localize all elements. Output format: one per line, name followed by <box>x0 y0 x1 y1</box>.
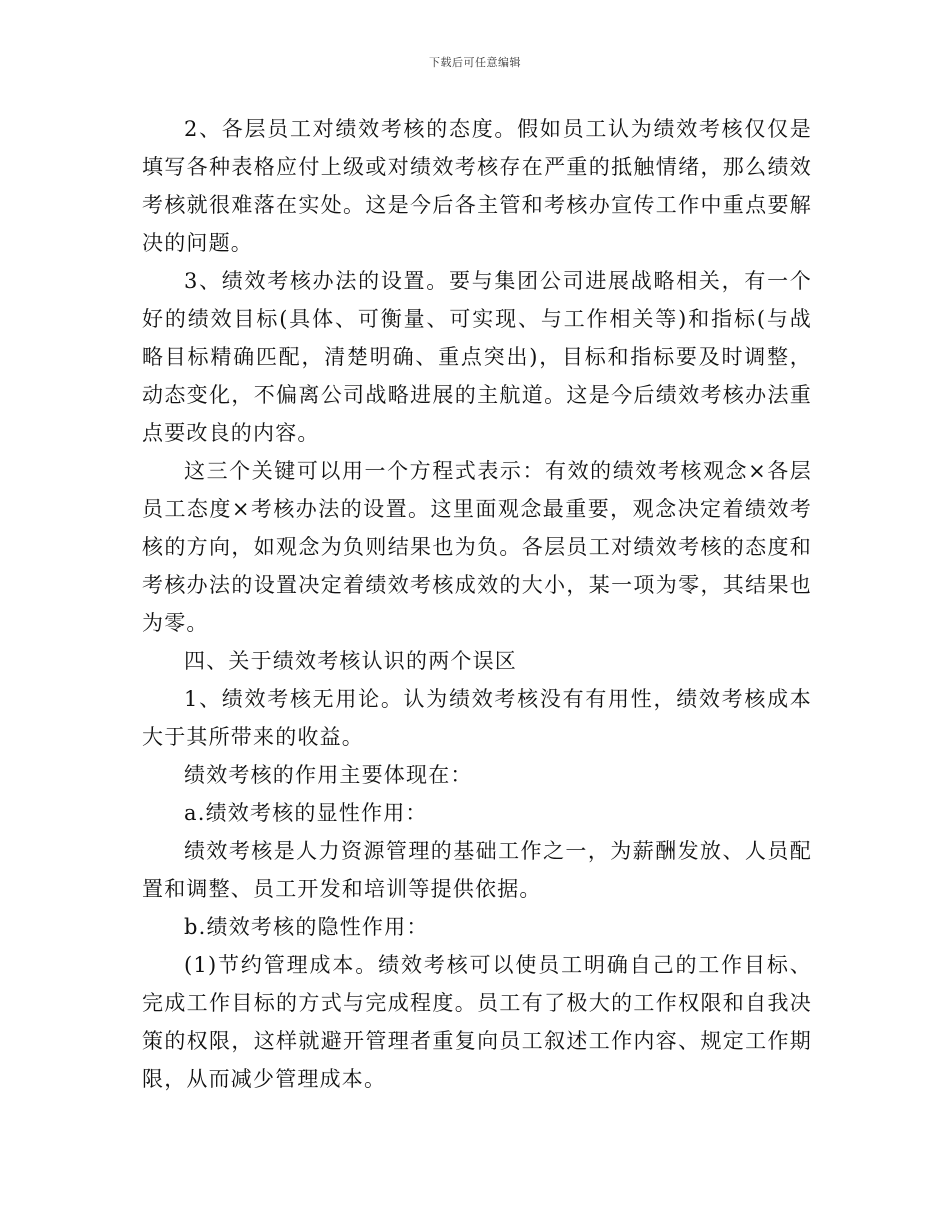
paragraph-role-intro: 绩效考核的作用主要体现在： <box>184 763 473 787</box>
page-header: 下载后可任意编辑 <box>429 56 521 69</box>
body-text <box>142 110 812 1098</box>
paragraph-equation: 这三个关键可以用一个方程式表示：有效的绩效考核观念×各层员工态度×考核办法的设置。这里面观念最重要，观念决定着绩效考核的方向，如观念为负则结果也为负。各层员工对绩效考核的态度和考核办法的设置决定着绩效考核成效的大小，某一项为零，其结果也为零。 <box>142 459 812 635</box>
paragraph-attitude: 2、各层员工对绩效考核的态度。假如员工认为绩效考核仅仅是填写各种表格应付上级或对绩效考核存在严重的抵触情绪，那么绩效考核就很难落在实处。这是今后各主管和考核办宣传工作中重点要解决的问题。 <box>142 117 812 255</box>
paragraph-save-cost: (1)节约管理成本。绩效考核可以使员工明确自己的工作目标、完成工作目标的方式与完成程度。员工有了极大的工作权限和自我决策的权限，这样就避开管理者重复向员工叙述工作内容、规定工作期限，从而减少管理成本。 <box>142 953 812 1091</box>
subheading-explicit-role: a.绩效考核的显性作用： <box>184 801 428 825</box>
paragraph-useless-theory: 1、绩效考核无用论。认为绩效考核没有有用性，绩效考核成本大于其所带来的收益。 <box>142 687 812 749</box>
section-heading-misconceptions: 四、关于绩效考核认识的两个误区 <box>184 649 517 673</box>
paragraph-method: 3、绩效考核办法的设置。要与集团公司进展战略相关，有一个好的绩效目标(具体、可衡量、可实现、与工作相关等)和指标(与战略目标精确匹配，清楚明确、重点突出)，目标和指标要及时调整，动态变化，不偏离公司战略进展的主航道。这是今后绩效考核办法重点要改良的内容。 <box>142 269 812 445</box>
paragraph-explicit-role: 绩效考核是人力资源管理的基础工作之一，为薪酬发放、人员配置和调整、员工开发和培训等提供依据。 <box>142 839 812 901</box>
subheading-implicit-role: b.绩效考核的隐性作用： <box>184 915 429 939</box>
